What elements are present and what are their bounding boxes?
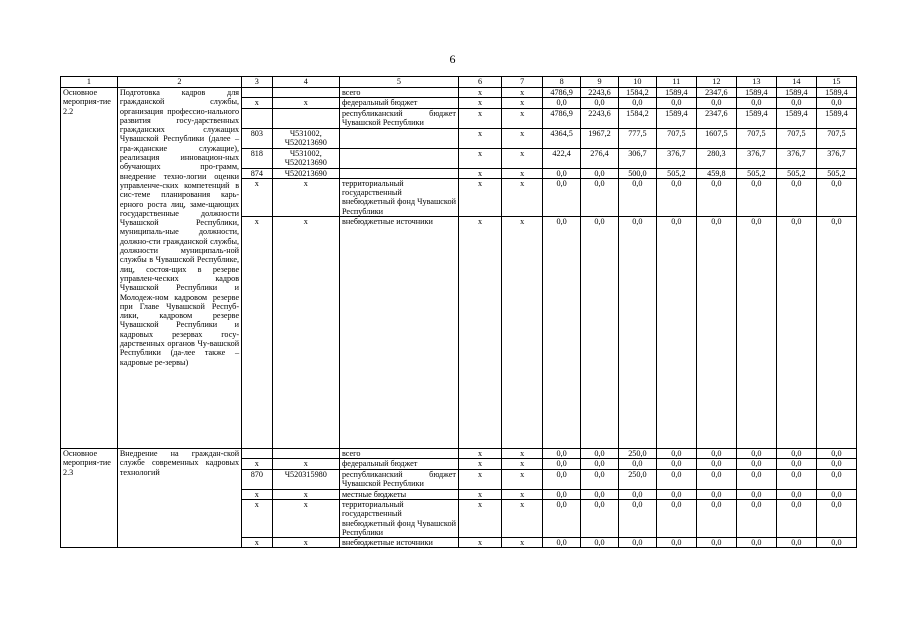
year-value: 4364,5: [543, 128, 581, 148]
year-value: 4786,9: [543, 88, 581, 98]
year-value: 0,0: [543, 489, 581, 499]
year-value: 0,0: [696, 449, 736, 459]
header-cell: 5: [339, 77, 458, 88]
year-value: 0,0: [736, 499, 776, 537]
funding-source: федеральный бюджет: [339, 459, 458, 469]
admin-code: [242, 108, 273, 128]
year-value: 0,0: [816, 217, 856, 449]
year-value: 2243,6: [581, 88, 619, 98]
year-value: 0,0: [656, 98, 696, 108]
header-cell: 7: [502, 77, 543, 88]
year-value: 0,0: [736, 98, 776, 108]
year-value: 0,0: [696, 538, 736, 548]
year-value: 1589,4: [816, 88, 856, 98]
funding-source: [339, 168, 458, 178]
expense-type: x: [502, 98, 543, 108]
target-code: x: [272, 178, 339, 216]
admin-code: x: [242, 499, 273, 537]
year-value: 0,0: [543, 178, 581, 216]
expense-type: x: [502, 128, 543, 148]
section-code: x: [458, 489, 501, 499]
year-value: 0,0: [816, 538, 856, 548]
header-cell: 10: [618, 77, 656, 88]
year-value: 777,5: [618, 128, 656, 148]
header-cell: 4: [272, 77, 339, 88]
year-value: 707,5: [776, 128, 816, 148]
year-value: 376,7: [776, 148, 816, 168]
year-value: 0,0: [618, 217, 656, 449]
budget-table: [60, 76, 857, 548]
admin-code: 803: [242, 128, 273, 148]
section-code: x: [458, 168, 501, 178]
year-value: 0,0: [581, 459, 619, 469]
year-value: 0,0: [618, 178, 656, 216]
section-code: x: [458, 148, 501, 168]
expense-type: x: [502, 148, 543, 168]
expense-type: x: [502, 449, 543, 459]
year-value: 0,0: [776, 449, 816, 459]
table-row: [61, 449, 857, 459]
expense-type: x: [502, 108, 543, 128]
admin-code: 874: [242, 168, 273, 178]
funding-source: территориальный государственный внебюджетный фонд Чувашской Республики: [339, 499, 458, 537]
measure-code: Основное мероприя-тие 2.2: [61, 88, 118, 449]
section-code: x: [458, 88, 501, 98]
funding-source: федеральный бюджет: [339, 98, 458, 108]
year-value: 0,0: [581, 449, 619, 459]
year-value: 0,0: [543, 98, 581, 108]
measure-description: Подготовка кадров для гражданской службы, организация профессио-нального развития госу-дарственных гражданских служащих Чувашской Республики (далее – гра-жданские служащие), реализация инновацион-ных обучающих про-грамм, внедрение техно-логии оценки управленче-ских компетенций в сис-теме планирования карь-ерного роста лиц, заме-щающих государственные должности Чувашской Республики, муниципаль-ные должности, должно-сти гражданской службы, должности муниципаль-ной службы в Чувашской Республике, лиц, состоя-щих в резерве управлен-ческих кадров Чувашской Республики и Молодеж-ном кадровом резерве при Главе Чувашской Респуб-лики, кадровом резерве Чувашской Республики и кадровых резервах госу-дарственных органов Чу-вашской Республики (да-лее также – кадровые ре-зервы): [117, 88, 241, 449]
target-code: Ч520315980: [272, 469, 339, 489]
year-value: 1967,2: [581, 128, 619, 148]
target-code: x: [272, 489, 339, 499]
funding-source: внебюджетные источники: [339, 217, 458, 449]
year-value: 0,0: [696, 178, 736, 216]
admin-code: [242, 449, 273, 459]
year-value: 707,5: [656, 128, 696, 148]
year-value: 276,4: [581, 148, 619, 168]
year-value: 0,0: [776, 469, 816, 489]
year-value: 505,2: [736, 168, 776, 178]
funding-source: [339, 148, 458, 168]
section-code: x: [458, 459, 501, 469]
header-cell: 13: [736, 77, 776, 88]
funding-source: всего: [339, 449, 458, 459]
year-value: 707,5: [736, 128, 776, 148]
year-value: 250,0: [618, 449, 656, 459]
target-code: Ч520213690: [272, 168, 339, 178]
page-number: 6: [449, 52, 456, 66]
year-value: 0,0: [581, 538, 619, 548]
year-value: 0,0: [543, 499, 581, 537]
header-cell: 11: [656, 77, 696, 88]
year-value: 0,0: [656, 217, 696, 449]
year-value: 0,0: [736, 538, 776, 548]
section-code: x: [458, 538, 501, 548]
year-value: 0,0: [656, 538, 696, 548]
measure-code: Основное мероприя-тие 2.3: [61, 449, 118, 548]
year-value: 0,0: [656, 459, 696, 469]
header-cell: 9: [581, 77, 619, 88]
admin-code: 870: [242, 469, 273, 489]
year-value: 500,0: [618, 168, 656, 178]
year-value: 0,0: [776, 98, 816, 108]
year-value: 2347,6: [696, 108, 736, 128]
year-value: 505,2: [656, 168, 696, 178]
year-value: 0,0: [581, 98, 619, 108]
year-value: 422,4: [543, 148, 581, 168]
year-value: 0,0: [696, 499, 736, 537]
year-value: 0,0: [736, 489, 776, 499]
year-value: 1589,4: [736, 88, 776, 98]
year-value: 1607,5: [696, 128, 736, 148]
year-value: 0,0: [696, 489, 736, 499]
year-value: 0,0: [736, 217, 776, 449]
target-code: x: [272, 499, 339, 537]
funding-source: республиканский бюджет Чувашской Республики: [339, 469, 458, 489]
year-value: 1584,2: [618, 108, 656, 128]
year-value: 0,0: [776, 499, 816, 537]
year-value: 0,0: [543, 168, 581, 178]
year-value: 0,0: [816, 489, 856, 499]
year-value: 4786,9: [543, 108, 581, 128]
year-value: 0,0: [618, 459, 656, 469]
year-value: 0,0: [581, 217, 619, 449]
year-value: 0,0: [816, 98, 856, 108]
year-value: 0,0: [618, 489, 656, 499]
year-value: 0,0: [776, 217, 816, 449]
section-code: x: [458, 217, 501, 449]
year-value: 1589,4: [736, 108, 776, 128]
year-value: 0,0: [776, 459, 816, 469]
year-value: 0,0: [736, 469, 776, 489]
admin-code: x: [242, 459, 273, 469]
year-value: 376,7: [816, 148, 856, 168]
year-value: 0,0: [656, 499, 696, 537]
header-cell: 2: [117, 77, 241, 88]
funding-source: всего: [339, 88, 458, 98]
expense-type: x: [502, 168, 543, 178]
year-value: 0,0: [618, 98, 656, 108]
admin-code: 818: [242, 148, 273, 168]
year-value: 0,0: [543, 469, 581, 489]
year-value: 1589,4: [656, 88, 696, 98]
year-value: 250,0: [618, 469, 656, 489]
section-code: x: [458, 449, 501, 459]
target-code: x: [272, 459, 339, 469]
admin-code: x: [242, 98, 273, 108]
year-value: 0,0: [618, 538, 656, 548]
year-value: 0,0: [581, 469, 619, 489]
year-value: 0,0: [776, 178, 816, 216]
expense-type: x: [502, 217, 543, 449]
year-value: 2243,6: [581, 108, 619, 128]
year-value: 0,0: [581, 168, 619, 178]
funding-source: территориальный государственный внебюджетный фонд Чувашской Республики: [339, 178, 458, 216]
year-value: 1589,4: [776, 108, 816, 128]
expense-type: x: [502, 469, 543, 489]
year-value: 1589,4: [816, 108, 856, 128]
year-value: 0,0: [696, 469, 736, 489]
year-value: 0,0: [656, 178, 696, 216]
year-value: 306,7: [618, 148, 656, 168]
year-value: 0,0: [656, 489, 696, 499]
year-value: 0,0: [656, 469, 696, 489]
section-code: x: [458, 128, 501, 148]
expense-type: x: [502, 88, 543, 98]
year-value: 0,0: [736, 449, 776, 459]
year-value: 0,0: [816, 499, 856, 537]
year-value: 0,0: [543, 538, 581, 548]
year-value: 376,7: [736, 148, 776, 168]
year-value: 707,5: [816, 128, 856, 148]
year-value: 505,2: [776, 168, 816, 178]
expense-type: x: [502, 459, 543, 469]
section-code: x: [458, 108, 501, 128]
header-cell: 6: [458, 77, 501, 88]
year-value: 376,7: [656, 148, 696, 168]
funding-source: [339, 128, 458, 148]
admin-code: x: [242, 489, 273, 499]
funding-source: внебюджетные источники: [339, 538, 458, 548]
header-cell: 14: [776, 77, 816, 88]
year-value: 0,0: [816, 459, 856, 469]
section-code: x: [458, 98, 501, 108]
year-value: 0,0: [816, 469, 856, 489]
target-code: Ч531002, Ч520213690: [272, 148, 339, 168]
header-cell: 8: [543, 77, 581, 88]
year-value: 505,2: [816, 168, 856, 178]
year-value: 0,0: [581, 489, 619, 499]
year-value: 0,0: [581, 499, 619, 537]
expense-type: x: [502, 489, 543, 499]
year-value: 0,0: [736, 459, 776, 469]
measure-description: Внедрение на граждан-ской службе современных кадровых технологий: [117, 449, 241, 548]
expense-type: x: [502, 499, 543, 537]
table-row: [61, 88, 857, 98]
year-value: 0,0: [736, 178, 776, 216]
target-code: x: [272, 538, 339, 548]
year-value: 0,0: [696, 98, 736, 108]
header-row: [61, 77, 857, 88]
admin-code: x: [242, 538, 273, 548]
year-value: 1589,4: [656, 108, 696, 128]
year-value: 0,0: [543, 217, 581, 449]
header-cell: 3: [242, 77, 273, 88]
target-code: [272, 449, 339, 459]
header-cell: 1: [61, 77, 118, 88]
year-value: 280,3: [696, 148, 736, 168]
year-value: 0,0: [543, 459, 581, 469]
header-cell: 15: [816, 77, 856, 88]
expense-type: x: [502, 178, 543, 216]
target-code: x: [272, 98, 339, 108]
year-value: 0,0: [776, 489, 816, 499]
year-value: 0,0: [543, 449, 581, 459]
year-value: 0,0: [656, 449, 696, 459]
admin-code: [242, 88, 273, 98]
year-value: 0,0: [696, 217, 736, 449]
target-code: [272, 108, 339, 128]
section-code: x: [458, 469, 501, 489]
admin-code: x: [242, 217, 273, 449]
expense-type: x: [502, 538, 543, 548]
year-value: 1584,2: [618, 88, 656, 98]
funding-source: республиканский бюджет Чувашской Республики: [339, 108, 458, 128]
year-value: 459,8: [696, 168, 736, 178]
section-code: x: [458, 178, 501, 216]
funding-source: местные бюджеты: [339, 489, 458, 499]
year-value: 0,0: [696, 459, 736, 469]
admin-code: x: [242, 178, 273, 216]
target-code: x: [272, 217, 339, 449]
section-code: x: [458, 499, 501, 537]
year-value: 0,0: [816, 449, 856, 459]
header-cell: 12: [696, 77, 736, 88]
year-value: 0,0: [618, 499, 656, 537]
year-value: 1589,4: [776, 88, 816, 98]
year-value: 0,0: [776, 538, 816, 548]
year-value: 0,0: [581, 178, 619, 216]
year-value: 0,0: [816, 178, 856, 216]
target-code: Ч531002, Ч520213690: [272, 128, 339, 148]
target-code: [272, 88, 339, 98]
year-value: 2347,6: [696, 88, 736, 98]
